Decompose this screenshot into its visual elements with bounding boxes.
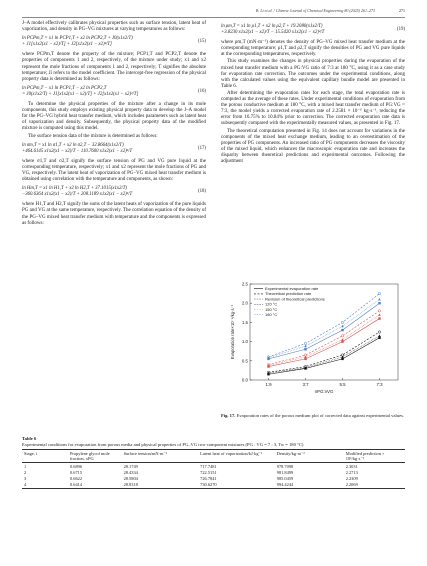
table-6: [22, 449, 405, 489]
right-column: [221, 21, 405, 166]
table-cell: 28.8318: [122, 482, 199, 489]
data-point: [304, 345, 307, 347]
equation-number: (15): [198, 39, 206, 45]
equation-line: ln σm,T = x1 ln σ1,T + x2 ln σ2,T − 32.8664(x1x2/T): [22, 142, 124, 148]
y-tick-label: 0.5: [241, 358, 248, 364]
table-cell: 0.6414: [68, 482, 122, 489]
y-tick-label: 1.0: [241, 339, 248, 345]
equation-line: ln Hm,T = x1 ln H1,T + x2 ln H2,T + 37.1015(x1x2/T): [22, 186, 127, 192]
figure-17: [228, 280, 406, 400]
data-point: [378, 313, 381, 315]
data-point: [304, 358, 306, 360]
table-cell: 985.0459: [276, 475, 294, 481]
x-tick-label: 3:7: [302, 382, 309, 387]
data-point: [304, 342, 306, 344]
series-line: [269, 311, 380, 365]
table-cell: 978.7098: [276, 463, 294, 469]
paragraph: J–A model effectively calibrates physical properties such as surface tension, latent heat of vaporization, and density in PG–VG mixtures at varying temperatures as follows:: [22, 21, 206, 33]
column-header: Density/kg·m⁻³: [275, 450, 344, 463]
legend-label: 120 °C: [265, 301, 278, 307]
data-point: [378, 298, 381, 300]
table-cell: 2.3031: [345, 463, 358, 469]
table-cell: 2.2309: [345, 475, 358, 481]
data-point: [378, 334, 381, 336]
equation-line: +3.8230 x1x2(x1 − x2)/T − 15.5420 x1x2(x1 − x2)²/T: [221, 30, 325, 36]
equation-number: (17): [198, 145, 206, 151]
series-line: [269, 332, 380, 372]
legend-label: Experimental evaporation rate: [265, 286, 319, 291]
table-cell: 4: [22, 482, 68, 489]
table-header-row: [22, 450, 405, 463]
column-header: Modified prediction × 10⁶/kg·s⁻¹: [344, 450, 405, 463]
table-cell: 726.7841: [200, 475, 217, 481]
data-point: [341, 325, 344, 327]
paragraph: This study examines the changes in physical properties during the evaporation of the mixed heat transfer medium with a PG:VG ratio of 7:3 at 180 °C, using it as a case study for evaporation rate correction. The outcomes under the experimental conditions, along with the calculated values using the equivalent capillary bundle model are presented in Table 6.: [221, 59, 405, 89]
table-cell: 2: [24, 469, 27, 475]
table-row: [22, 482, 405, 489]
table-caption: [22, 436, 405, 447]
caption-text: Evaporation rates of the porous medium plot of corrected data against experimental values.: [236, 413, 405, 418]
table-cell: 730.6270: [198, 482, 275, 489]
equation-line: +464.6145 x1x2(x1 − x2)/T − 110.7600 x1x2(x1 − x2)²/T: [22, 148, 133, 154]
data-point: [378, 331, 380, 333]
equation-17: [22, 143, 206, 155]
equation-15: [22, 36, 206, 48]
data-point: [341, 358, 343, 360]
table-cell: 28.5804: [123, 475, 138, 481]
data-point: [378, 317, 380, 319]
equation-line: ln ρm,T = x1 ln ρ1,T + x2 ln ρ2,T + 19.2080(x1x2/T): [221, 24, 323, 29]
y-axis-label: Evaporation rate×10⁻⁶/kg·s⁻¹: [230, 304, 235, 360]
figure-caption: [221, 413, 405, 418]
paragraph: The theoretical computation presented in Fig. 14 does not account for variations in the components of the mixed heat exchange medium, leading to an overestimation of the properties of PG components. An increased ratio of PG components decreases the viscosity of the mixed liquid, which enhances the macroscopic evaporation rate and increases the disparity between theoretical predictions and experimental outcomes. Following the adjustment: [221, 128, 405, 164]
series-line: [269, 299, 380, 357]
equation-line: = J0(x1x2/T) + J1[x1x2(x1 − x2)/T] + J2[x1x2(x1 − x2)²/T]: [22, 91, 139, 97]
data-point: [341, 321, 343, 323]
y-tick-label: 2.0: [241, 300, 248, 306]
journal-citation: B. Li et al. / Chinese Journal of Chemical Engineering 80 (2025) 261–273: [255, 8, 375, 13]
equation-number: (16): [198, 88, 206, 94]
column-header: Stage, i: [22, 450, 68, 463]
equation-line: −360.6364 x1x2(x1 − x2)/T + 208.1189 x1x2(x1 − x2)²/T: [22, 192, 133, 198]
legend-label: 150 °C: [265, 306, 278, 312]
table-row: [22, 463, 405, 470]
table-cell: 722.5151: [200, 469, 217, 475]
table-cell: 2.2069: [344, 482, 405, 489]
data-point: [378, 292, 380, 294]
table-cell: 0.6896: [69, 463, 83, 469]
equation-19: [221, 24, 405, 36]
table-row: [22, 469, 405, 475]
y-tick-label: 0.0: [241, 377, 248, 383]
equation-number: (19): [397, 27, 405, 33]
left-column: [22, 21, 206, 228]
column-header: Latent heat of vaporization/kJ·kg⁻¹: [198, 450, 275, 463]
running-header: [22, 6, 405, 16]
table-cell: 28.4334: [123, 469, 138, 475]
paragraph: After determining the evaporation rates for each stage, the total evaporation rate is computed as the average of these rates. Under experimental conditions of evaporation from the porous conductive medium at 180 °C, with a mixed heat transfer medium of PG:VG = 7:3, the model yields a corrected evaporation rate of 2.2581 × 10⁻⁶ kg·s⁻¹, reducing the error from 16.75% to 10.84% prior to correction. The corrected evaporation rate data is subsequently compared with the experimentally measured values, as presented in Fig. 17.: [221, 90, 405, 127]
table-label: Table 6: [22, 436, 37, 441]
table-title: Experimental conditions for evaporation from porous media and physical properties of PG–VG two-component mixtures (PG : VG = 7 : 3, Tw = 180 °C): [22, 441, 304, 447]
data-point: [378, 302, 380, 304]
equation-number: (18): [198, 189, 206, 195]
x-tick-label: 7:3: [376, 382, 383, 387]
table-cell: 28.1749: [123, 463, 138, 469]
caption-label: Fig. 17.: [221, 413, 236, 418]
table-cell: 1: [24, 463, 27, 469]
equation-line: + J1[x1x2(x1 − x2)/T] + J2[x1x2(x1 − x2)²/T]: [22, 42, 112, 48]
paragraph: where PCPm,T denote the property of the mixture; PCP1,T and PCP2,T denote the properties of components 1 and 2, respectively, of the mixture under study; x1 and x2 represent the mole fractions of components 1 and 2, respectively; T signifies the absolute temperature; Ji refers to the model coefficient. The intercept-free regression of the physical property data is determined as follows:: [22, 52, 206, 82]
paragraph: where σ1,T and σ2,T signify the surface tension of PG and VG pure liquid at the corresponding temperature, respectively; x1 and x2 represent the mole fractions of PG and VG, respectively. The latent heat of vaporization of PG–VG mixed heat transfer medium is obtained using correlation with the temperature and components, as shown:: [22, 158, 206, 183]
table-cell: 981.8499: [276, 469, 294, 475]
table-cell: 3: [24, 475, 27, 481]
data-point: [304, 348, 306, 350]
data-point: [341, 340, 343, 342]
y-tick-label: 2.5: [241, 281, 248, 287]
legend-label: Theoretical prediction rate: [265, 291, 312, 297]
table-row: [22, 475, 405, 481]
paragraph: To determine the physical properties of the mixture after a change in its mole components, this study employs existing physical property data to develop the J–A model for the PG–VG hybrid heat transfer medium, which includes parameters such as latent heat of vaporization and density. Subsequently, the physical property data of the modified mixture is computed using this model.: [22, 102, 206, 132]
x-axis-label: nPG:nVG: [314, 389, 334, 394]
x-tick-label: 5:5: [339, 382, 346, 387]
paragraph: where ρm,T (mN·m⁻¹) denotes the density of PG–VG mixed heat transfer medium at the corresponding temperature; ρ1,T and ρ2,T signify the densities of PG and VG pure liquids at the corresponding temperatures, respectively.: [221, 40, 405, 58]
paragraph: where H1,T and H2,T signify the sums of the latent heats of vaporization of the pure liquids PG and VG at the same temperature, respectively. The correlation equation of the density of the PG–VG mixed heat transfer medium with temperature and the components is expressed as follows:: [22, 202, 206, 226]
header-rule: [22, 17, 405, 18]
page-number: 271: [399, 8, 405, 13]
series-line: [269, 319, 380, 367]
data-point: [341, 338, 344, 340]
equation-line: ln PCPm,T − x1 ln PCP1,T − x2 ln PCP2,T: [22, 85, 107, 91]
table-cell: 994.4244: [275, 482, 344, 489]
legend-label: 180 °C: [265, 312, 278, 317]
evaporation-rate-chart: [228, 280, 406, 400]
series-line: [269, 338, 380, 374]
legend-label: Revision of theoretical predictions: [265, 296, 325, 302]
equation-18: [22, 186, 206, 198]
table-cell: 0.6715: [69, 469, 83, 475]
column-header: Propylene glycol mole fraction, xPG: [68, 450, 122, 463]
y-tick-label: 1.5: [241, 319, 248, 325]
equation-line: ln PCPm,T = x1 ln PCP1,T + x2 ln PCP2,T + J0(x1x2/T): [22, 36, 133, 42]
data-point: [378, 310, 380, 312]
series-line: [269, 315, 380, 366]
data-point: [378, 337, 380, 339]
data-point: [341, 329, 343, 331]
x-tick-label: 1:9: [265, 382, 272, 387]
data-point: [341, 335, 343, 337]
column-header: Surface tension/mN·m⁻¹: [122, 450, 199, 463]
equation-16: [22, 86, 206, 98]
table-cell: 0.6622: [69, 475, 83, 481]
table-cell: 717.7481: [200, 463, 217, 469]
paragraph: The surface tension data of the mixture is determined as follows:: [28, 133, 158, 139]
table-cell: 2.2713: [345, 469, 358, 475]
